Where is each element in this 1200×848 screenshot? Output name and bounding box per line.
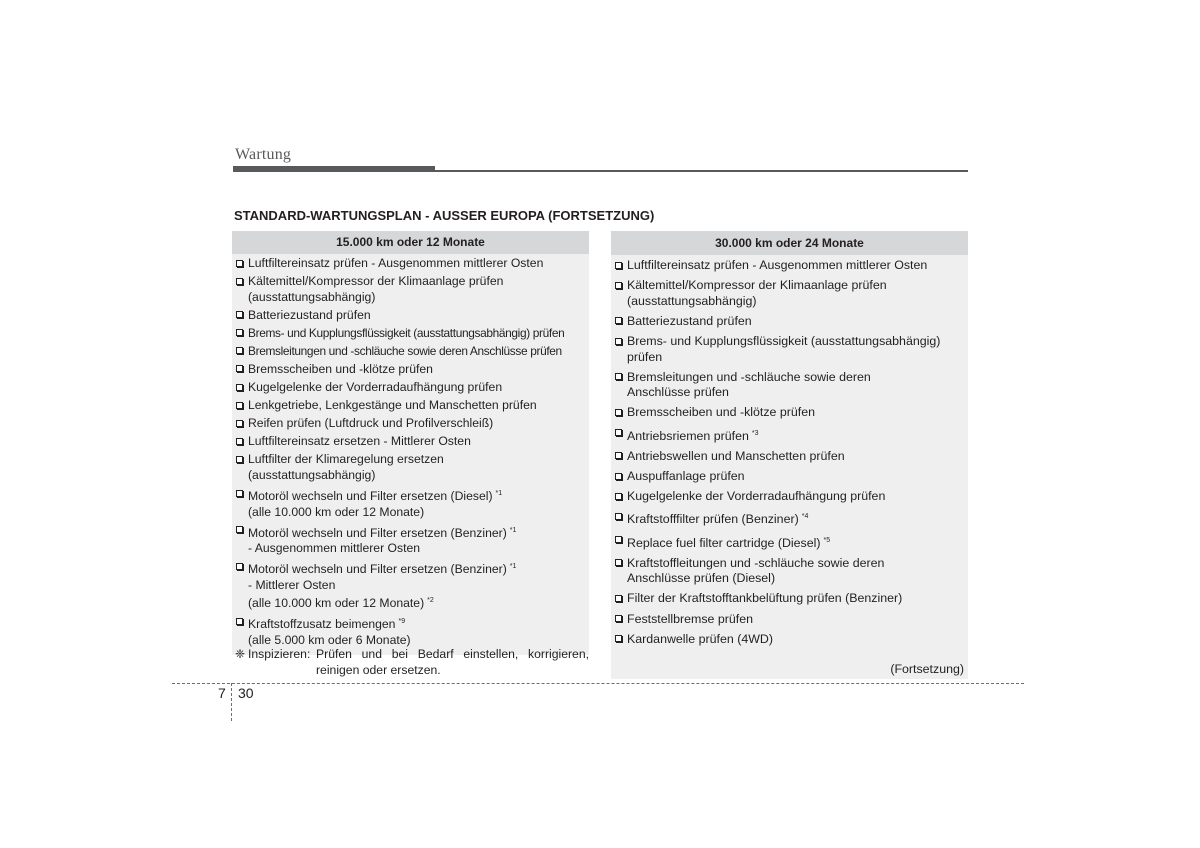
checkbox-icon (615, 452, 622, 459)
checklist-item-text: (alle 10.000 km oder 12 Monate) (248, 596, 425, 611)
checklist-item (232, 434, 589, 450)
checkbox-icon (236, 402, 243, 409)
checkbox-icon (615, 559, 622, 566)
footnote-marker-wrap (752, 429, 759, 443)
checkbox-icon (236, 260, 243, 267)
checklist-item (611, 334, 968, 365)
checkbox-icon (236, 278, 243, 285)
checklist-item-text: Antriebswellen und Manschetten prüfen (627, 448, 845, 463)
checklist-item (232, 559, 589, 612)
checkbox-icon (615, 282, 622, 289)
checklist (611, 255, 968, 658)
checklist-item-text: - Ausgenommen mittlerer Osten (248, 541, 421, 556)
checklist-item (232, 362, 589, 378)
checklist-item (232, 486, 589, 520)
checklist-item-text: Anschlüsse prüfen (627, 385, 729, 400)
checklist-item-text: Bremsleitungen und -schläuche sowie deren Anschlüsse prüfen (248, 343, 562, 358)
checklist-item (611, 533, 968, 552)
checklist-item-text: Bremsscheiben und -klötze prüfen (627, 405, 816, 420)
chapter-number: 7 (218, 685, 226, 701)
checklist-item (232, 398, 589, 414)
checklist-item-text: Luftfiltereinsatz ersetzen - Mittlerer Osten (248, 434, 471, 449)
checklist-item-text: Brems- und Kupplungsflüssigkeit (ausstattungsabhängig) prüfen (248, 325, 565, 340)
checklist-item-text: Kraftstoffzusatz beimengen (248, 617, 396, 632)
checklist-item (611, 509, 968, 528)
checkbox-icon (236, 456, 243, 463)
checkbox-icon (615, 373, 622, 380)
checklist-item (232, 256, 589, 272)
checkbox-icon (615, 262, 622, 269)
checklist (232, 254, 589, 655)
checkbox-icon (236, 347, 243, 354)
checklist-item-text: Auspuffanlage prüfen (627, 469, 745, 483)
checklist-item-text: Filter der Kraftstofftankbelüftung prüfen (Benziner) (627, 591, 903, 606)
footnote-text (316, 647, 589, 678)
interval-column-15000 (232, 231, 589, 655)
checklist-item-text: (ausstattungsabhängig) (248, 467, 376, 482)
section-title: Wartung (235, 146, 292, 163)
checklist-item (611, 426, 968, 445)
checklist-item (611, 405, 968, 421)
checkbox-icon (236, 490, 243, 497)
plan-title: STANDARD-WARTUNGSPLAN - AUSSER EUROPA (FORTSETZUNG) (234, 208, 655, 223)
checklist-item (611, 632, 968, 648)
footnote-marker: *2 (427, 597, 434, 605)
footnote-marker-wrap (824, 536, 831, 550)
footnote-marker: *3 (751, 429, 759, 437)
checklist-item-text: Replace fuel filter cartridge (Diesel) (627, 535, 821, 550)
interval-heading: 30.000 km oder 24 Monate (611, 231, 968, 255)
footnote-marker-wrap (496, 489, 503, 503)
checkbox-icon (615, 595, 622, 602)
checkbox-icon (615, 493, 622, 500)
checklist-item-text: Kältemittel/Kompressor der Klimaanlage prüfen (627, 278, 887, 293)
page-number: 30 (238, 685, 254, 701)
checklist-item-text: Brems- und Kupplungsflüssigkeit (ausstattungsabhängig) (627, 334, 941, 349)
footnote-label: Inspizieren: (248, 647, 311, 661)
checkbox-icon (236, 365, 243, 372)
footnote-marker: *5 (823, 536, 831, 544)
checklist-item-text: Kältemittel/Kompressor der Klimaanlage prüfen (248, 274, 504, 289)
checklist-item-text: Bremsscheiben und -klötze prüfen (248, 361, 433, 376)
checklist-item-text: Motoröl wechseln und Filter ersetzen (Benziner) (248, 525, 507, 540)
checklist-item (232, 523, 589, 557)
checklist-item (232, 344, 589, 360)
interval-column-30000 (611, 231, 968, 679)
checklist-item-text: (ausstattungsabhängig) (248, 289, 376, 304)
footnote-marker: *1 (509, 563, 517, 571)
checkbox-icon (615, 513, 622, 520)
checklist-item-text: Antriebsriemen prüfen (627, 428, 749, 443)
checkbox-icon (615, 317, 622, 324)
checklist-item-text: Batteriezustand prüfen (248, 307, 371, 322)
footnote-marker: *4 (801, 513, 809, 521)
checkbox-icon (236, 329, 243, 336)
checklist-item (611, 612, 968, 628)
checkbox-icon (236, 563, 243, 570)
page-footer-divider (172, 683, 1024, 684)
checkbox-icon (236, 384, 243, 391)
checklist-item-text: Lenkgetriebe, Lenkgestänge und Manschetten prüfen (248, 398, 537, 413)
checklist-item-text: Reifen prüfen (Luftdruck und Profilverschleiß) (248, 416, 494, 431)
checklist-item-text: Bremsleitungen und -schläuche sowie deren (627, 369, 871, 384)
checklist-item (611, 278, 968, 309)
checklist-item-text: prüfen (627, 349, 663, 364)
checklist-item-text: Anschlüsse prüfen (Diesel) (627, 571, 776, 586)
checklist-item-text: Kardanwelle prüfen (4WD) (627, 631, 773, 646)
checklist-item (611, 258, 968, 274)
footnote-marker: *1 (509, 526, 517, 534)
checkbox-icon (615, 635, 622, 642)
checkbox-icon (615, 429, 622, 436)
checkbox-icon (615, 338, 622, 345)
footnote-marker-wrap (398, 617, 405, 631)
checklist-item (611, 556, 968, 587)
footnote-symbol: ❈ (235, 647, 246, 661)
checklist-item-text: Kraftstoffleitungen und -schläuche sowie deren (627, 555, 885, 570)
checkbox-icon (236, 618, 243, 625)
checklist-item-text: (ausstattungsabhängig) (627, 293, 757, 308)
checkbox-icon (236, 311, 243, 318)
section-header (233, 146, 968, 174)
footnote-text-line: Prüfen und bei Bedarf einstellen, korrigieren, (316, 647, 589, 661)
checkbox-icon (236, 420, 243, 427)
page-number-divider (231, 683, 232, 721)
checkbox-icon (236, 438, 243, 445)
checkbox-icon (615, 615, 622, 622)
checklist-item (232, 614, 589, 648)
footnote-marker-wrap (510, 562, 517, 576)
interval-heading: 15.000 km oder 12 Monate (232, 231, 589, 254)
checklist-item-text: (alle 10.000 km oder 12 Monate) (248, 504, 425, 519)
checklist-item (232, 308, 589, 324)
footnote-marker-wrap (427, 596, 434, 610)
footnote-marker-wrap (510, 526, 517, 540)
checklist-item (611, 489, 968, 505)
footnote-marker: *9 (398, 618, 406, 626)
checklist-item-text: Feststellbremse prüfen (627, 611, 754, 626)
checklist-item-text: - Mittlerer Osten (248, 577, 336, 592)
checkbox-icon (236, 526, 243, 533)
header-rule-thin (435, 170, 968, 172)
checklist-item (232, 326, 589, 342)
checklist-item (232, 274, 589, 305)
checklist-item (611, 591, 968, 607)
checklist-item-text: Motoröl wechseln und Filter ersetzen (Benziner) (248, 562, 507, 577)
footnote-text-line: reinigen oder ersetzen. (316, 662, 441, 677)
checklist-item-text: Kraftstofffilter prüfen (Benziner) (627, 512, 799, 527)
checklist-item (611, 370, 968, 401)
checkbox-icon (615, 473, 622, 480)
footnote-marker: *1 (495, 490, 503, 498)
checklist-item-text: Luftfilter der Klimaregelung ersetzen (248, 452, 444, 467)
checklist-item-text: Kugelgelenke der Vorderradaufhängung prüfen (627, 489, 886, 504)
checklist-item-text: (alle 5.000 km oder 6 Monate) (248, 632, 411, 647)
checklist-item (611, 449, 968, 465)
checklist-item-text: Luftfiltereinsatz prüfen - Ausgenommen mittlerer Osten (627, 258, 928, 272)
checklist-item (611, 469, 968, 485)
checklist-item-text: Batteriezustand prüfen (627, 313, 752, 328)
footnote-marker-wrap (802, 512, 809, 526)
checklist-item (232, 380, 589, 396)
checklist-item-text: Kugelgelenke der Vorderradaufhängung prüfen (248, 380, 503, 395)
checklist-item (611, 314, 968, 330)
checkbox-icon (615, 536, 622, 543)
checkbox-icon (615, 409, 622, 416)
header-rule-thick (233, 166, 435, 172)
checklist-item-text: Motoröl wechseln und Filter ersetzen (Diesel) (248, 489, 493, 504)
continuation-note: (Fortsetzung) (611, 658, 968, 679)
checklist-item (232, 452, 589, 483)
checklist-item-text: Luftfiltereinsatz prüfen - Ausgenommen mittlerer Osten (248, 256, 544, 270)
checklist-item (232, 416, 589, 432)
